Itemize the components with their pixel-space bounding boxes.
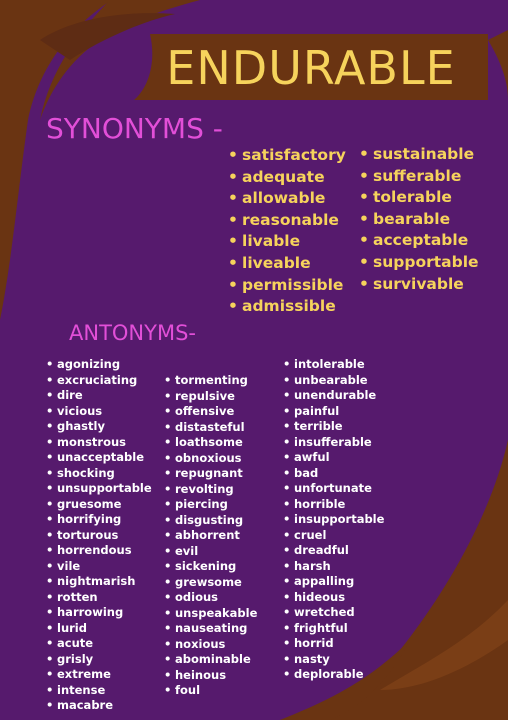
antonym-item: • ghastly (46, 419, 152, 435)
antonym-item: • intolerable (283, 357, 384, 373)
antonym-item: • unspeakable (164, 606, 257, 622)
synonym-item: • livable (228, 231, 346, 253)
antonym-item: • heinous (164, 668, 257, 684)
antonym-item: • dreadful (283, 543, 384, 559)
antonym-item: • terrible (283, 419, 384, 435)
antonym-item: • distasteful (164, 420, 257, 436)
antonym-item: • monstrous (46, 435, 152, 451)
synonym-item: • reasonable (228, 210, 346, 232)
antonym-item: • offensive (164, 404, 257, 420)
antonym-item: • cruel (283, 528, 384, 544)
antonym-item: • tormenting (164, 373, 257, 389)
antonym-item: • obnoxious (164, 451, 257, 467)
antonym-item: • nasty (283, 652, 384, 668)
antonym-item: • sickening (164, 559, 257, 575)
antonym-item: • appalling (283, 574, 384, 590)
antonym-item: • abhorrent (164, 528, 257, 544)
antonym-item: • shocking (46, 466, 152, 482)
antonym-item: • horrendous (46, 543, 152, 559)
antonym-item: • unendurable (283, 388, 384, 404)
antonym-item: • awful (283, 450, 384, 466)
antonym-item: • agonizing (46, 357, 152, 373)
antonym-item: • harrowing (46, 605, 152, 621)
antonym-item: • macabre (46, 698, 152, 714)
antonym-item: • horrid (283, 636, 384, 652)
antonym-item: • hideous (283, 590, 384, 606)
antonyms-heading: ANTONYMS- (69, 321, 196, 345)
antonym-item: • gruesome (46, 497, 152, 513)
antonym-item: • disgusting (164, 513, 257, 529)
synonym-item: • admissible (228, 296, 346, 318)
antonym-item: • insufferable (283, 435, 384, 451)
page-title: ENDURABLE (166, 41, 456, 95)
synonym-item: • permissible (228, 275, 346, 297)
antonym-item: • unsupportable (46, 481, 152, 497)
antonym-item: • loathsome (164, 435, 257, 451)
antonym-item: • odious (164, 590, 257, 606)
antonym-item: • insupportable (283, 512, 384, 528)
antonym-item: • extreme (46, 667, 152, 683)
antonym-item: • repugnant (164, 466, 257, 482)
antonym-item: • revolting (164, 482, 257, 498)
antonym-item: • vile (46, 559, 152, 575)
antonym-item: • vicious (46, 404, 152, 420)
antonym-item: • unacceptable (46, 450, 152, 466)
antonym-item: • abominable (164, 652, 257, 668)
synonym-item: • adequate (228, 167, 346, 189)
antonym-item: • piercing (164, 497, 257, 513)
antonym-item: • painful (283, 404, 384, 420)
synonym-item: • tolerable (359, 187, 479, 209)
synonym-item: • sufferable (359, 166, 479, 188)
antonym-item: • torturous (46, 528, 152, 544)
synonym-item: • bearable (359, 209, 479, 231)
antonym-item: • lurid (46, 621, 152, 637)
antonym-item: • excruciating (46, 373, 152, 389)
antonym-item: • acute (46, 636, 152, 652)
antonym-item: • grisly (46, 652, 152, 668)
antonym-item: • intense (46, 683, 152, 699)
title-banner (136, 36, 486, 100)
antonym-item: • foul (164, 683, 257, 699)
antonym-item: • harsh (283, 559, 384, 575)
antonyms-list-2 (164, 373, 257, 699)
synonyms-list-2 (359, 144, 479, 295)
synonym-item: • survivable (359, 274, 479, 296)
antonym-item: • frightful (283, 621, 384, 637)
synonym-item: • satisfactory (228, 145, 346, 167)
antonym-item: • evil (164, 544, 257, 560)
antonyms-list-1 (46, 357, 152, 714)
antonym-item: • horrible (283, 497, 384, 513)
antonym-item: • unfortunate (283, 481, 384, 497)
antonyms-list-3 (283, 357, 384, 683)
antonym-item: • horrifying (46, 512, 152, 528)
antonym-item: • dire (46, 388, 152, 404)
synonym-item: • allowable (228, 188, 346, 210)
synonyms-heading: SYNONYMS - (46, 112, 223, 145)
antonym-item: • nightmarish (46, 574, 152, 590)
antonym-item: • bad (283, 466, 384, 482)
antonym-item: • repulsive (164, 389, 257, 405)
synonym-item: • supportable (359, 252, 479, 274)
antonym-item: • unbearable (283, 373, 384, 389)
synonyms-list-1 (228, 145, 346, 318)
synonym-item: • sustainable (359, 144, 479, 166)
synonym-item: • liveable (228, 253, 346, 275)
antonym-item: • nauseating (164, 621, 257, 637)
antonym-item: • deplorable (283, 667, 384, 683)
antonym-item: • wretched (283, 605, 384, 621)
synonym-item: • acceptable (359, 230, 479, 252)
antonym-item: • grewsome (164, 575, 257, 591)
antonym-item: • rotten (46, 590, 152, 606)
antonym-item: • noxious (164, 637, 257, 653)
